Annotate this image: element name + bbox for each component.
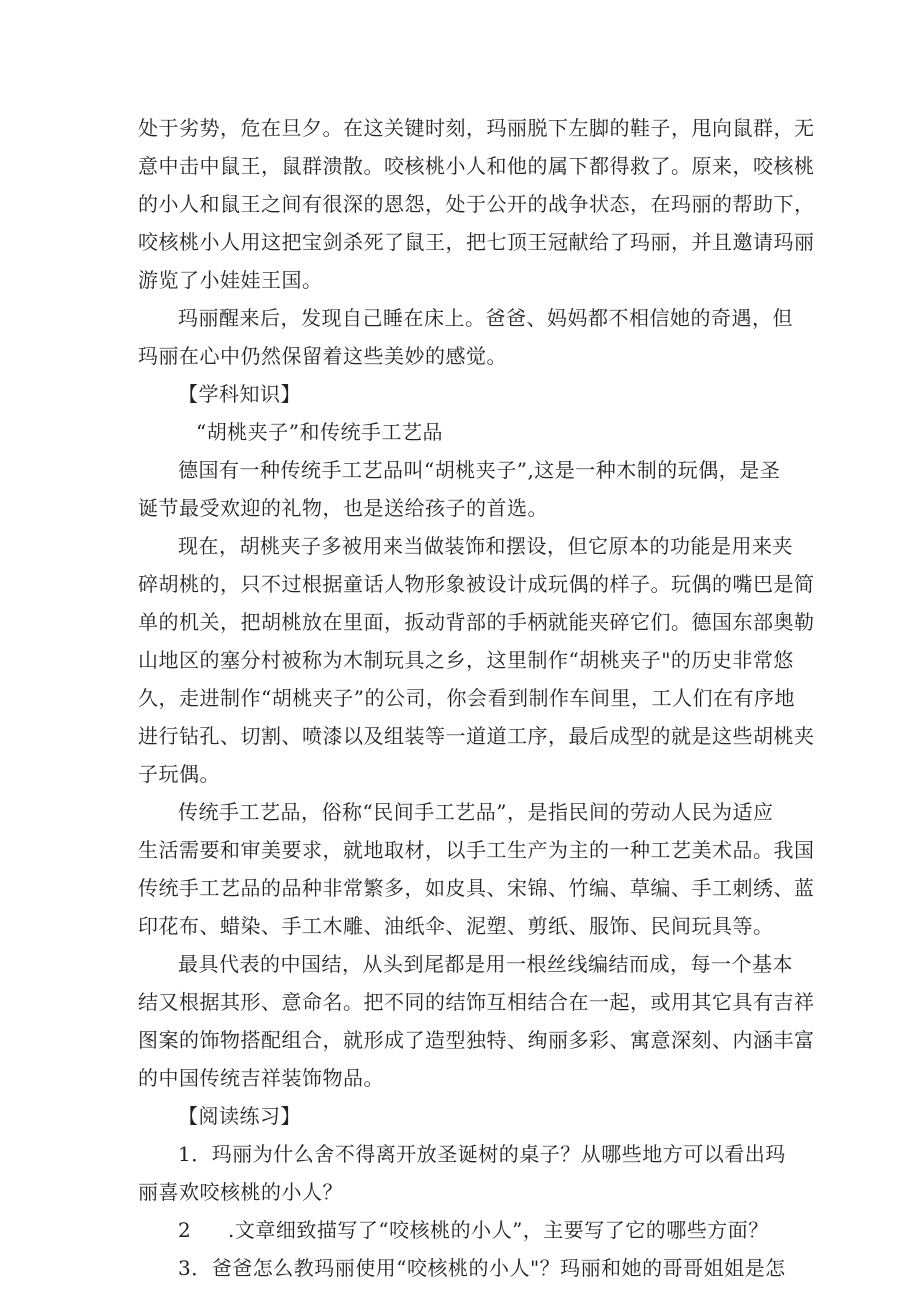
question-2-number: 2 xyxy=(178,1218,192,1242)
knowledge-para2-line-7: 子玩偶。 xyxy=(138,762,220,786)
question-3-line-1: 3．爸爸怎么教玛丽使用“咬核桃的小人"？玛丽和她的哥哥姐姐是怎 xyxy=(178,1256,786,1280)
question-2-text: .文章细致描写了“咬核桃的小人”，主要写了它的哪些方面？ xyxy=(228,1218,769,1242)
knowledge-para2-line-3: 单的机关，把胡桃放在里面，扳动背部的手柄就能夹碎它们。德国东部奥勒 xyxy=(138,610,815,634)
story-para1-line-4: 咬核桃小人用这把宝剑杀死了鼠王，把七顶王冠献给了玛丽，并且邀请玛丽 xyxy=(138,230,815,254)
knowledge-para3-line-4: 印花布、蜡染、手工木雕、油纸伞、泥塑、剪纸、服饰、民间玩具等。 xyxy=(138,914,774,938)
knowledge-para2-line-4: 山地区的塞分村被称为木制玩具之乡，这里制作“胡桃夹子"的历史非常悠 xyxy=(138,648,794,672)
knowledge-para3-line-1: 传统手工艺品，俗称“民间手工艺品”，是指民间的劳动人民为适应 xyxy=(178,800,774,824)
knowledge-para4-line-2: 结又根据其形、意命名。把不同的结饰互相结合在一起，或用其它具有吉祥 xyxy=(138,990,815,1014)
knowledge-para1-line-1: 德国有一种传统手工艺品叫“胡桃夹子”,这是一种木制的玩偶，是圣 xyxy=(178,458,781,482)
exercise-heading: 【阅读练习】 xyxy=(178,1104,301,1128)
knowledge-para2-line-1: 现在，胡桃夹子多被用来当做装饰和摆设，但它原本的功能是用来夹 xyxy=(178,534,793,558)
knowledge-para2-line-5: 久，走进制作“胡桃夹子”的公司，你会看到制作车间里，工人们在有序地 xyxy=(138,686,795,710)
story-para2-line-1: 玛丽醒来后，发现自己睡在床上。爸爸、妈妈都不相信她的奇遇，但 xyxy=(178,306,793,330)
knowledge-para3-line-2: 生活需要和审美要求，就地取材，以手工生产为主的一种工艺美术品。我国 xyxy=(138,838,815,862)
story-para1-line-3: 的小人和鼠王之间有很深的恩怨，处于公开的战争状态，在玛丽的帮助下， xyxy=(138,192,815,216)
knowledge-heading: 【学科知识】 xyxy=(178,382,301,406)
knowledge-title: “胡桃夹子”和传统手工艺品 xyxy=(196,420,443,444)
knowledge-para1-line-2: 诞节最受欢迎的礼物，也是送给孩子的首选。 xyxy=(138,496,548,520)
knowledge-para2-line-6: 进行钻孔、切割、喷漆以及组装等一道道工序，最后成型的就是这些胡桃夹 xyxy=(138,724,815,748)
knowledge-para4-line-4: 的中国传统吉祥装饰物品。 xyxy=(138,1066,384,1090)
question-1-line-1: 1．玛丽为什么舍不得离开放圣诞树的桌子？从哪些地方可以看出玛 xyxy=(178,1142,786,1166)
story-para1-line-2: 意中击中鼠王，鼠群溃散。咬核桃小人和他的属下都得救了。原来，咬核桃 xyxy=(138,154,815,178)
story-para2-line-2: 玛丽在心中仍然保留着这些美妙的感觉。 xyxy=(138,344,507,368)
knowledge-para4-line-3: 图案的饰物搭配组合，就形成了造型独特、绚丽多彩、寓意深刻、内涵丰富 xyxy=(138,1028,815,1052)
knowledge-para2-line-2: 碎胡桃的，只不过根据童话人物形象被设计成玩偶的样子。玩偶的嘴巴是简 xyxy=(138,572,815,596)
knowledge-para3-line-3: 传统手工艺品的品种非常繁多，如皮具、宋锦、竹编、草编、手工刺绣、蓝 xyxy=(138,876,815,900)
story-para1-line-5: 游览了小娃娃王国。 xyxy=(138,268,323,292)
question-1-line-2: 丽喜欢咬核桃的小人？ xyxy=(138,1180,343,1204)
knowledge-para4-line-1: 最具代表的中国结，从头到尾都是用一根丝线编结而成，每一个基本 xyxy=(178,952,793,976)
story-para1-line-1: 处于劣势，危在旦夕。在这关键时刻，玛丽脱下左脚的鞋子，甩向鼠群，无 xyxy=(138,116,815,140)
